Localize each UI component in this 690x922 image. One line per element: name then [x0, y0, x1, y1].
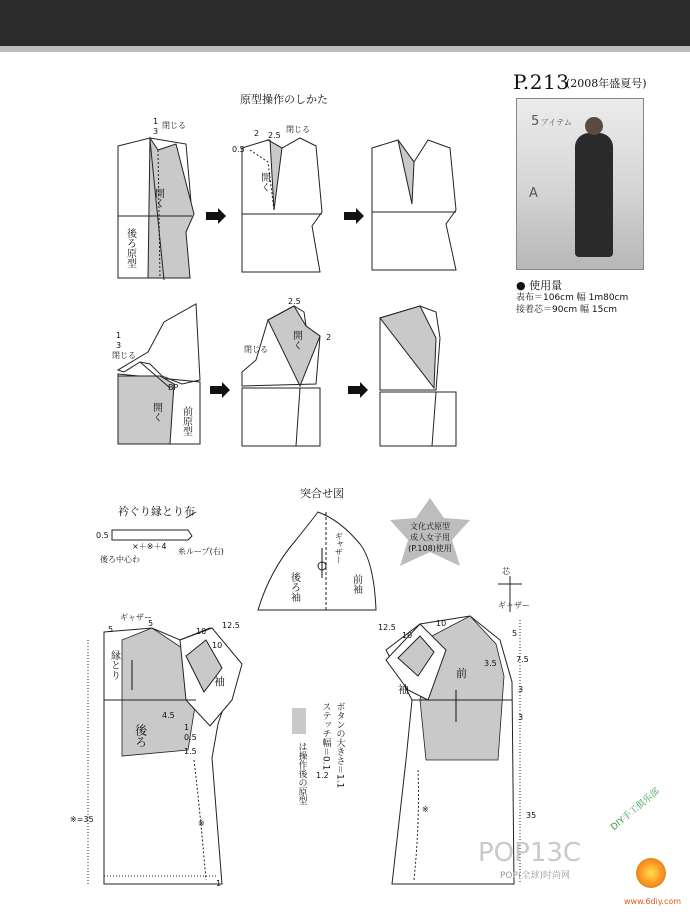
front-center-mark: 芯 [502, 567, 510, 576]
assembled-sleeve-outline [258, 512, 376, 610]
front-block-step2 [242, 306, 320, 446]
back-gather: ギャザー [120, 613, 152, 622]
back-dim-35: ※=35 [70, 815, 94, 824]
back-block-step3 [372, 140, 456, 270]
back-sleeve-label: 後ろ袖 [288, 572, 300, 602]
back-block-label: 後ろ原型 [124, 228, 136, 268]
fraction2-num: 1 [116, 331, 122, 340]
front-dim-3-5: 3.5 [484, 659, 497, 668]
back-mark: ※ [198, 819, 205, 828]
front-dim-7-5: 7.5 [516, 655, 529, 664]
step-arrows [206, 208, 368, 398]
front-dim-12-5: 12.5 [378, 623, 396, 632]
legend-stitch-width: ステッチ幅＝0.1 [320, 702, 331, 771]
photo-head [585, 117, 603, 135]
back-dim-10b: 10 [212, 641, 223, 650]
star-line2: 成人女子用 [410, 532, 450, 542]
front-dim-35: 35 [526, 811, 537, 820]
photo-item: アイテム [541, 118, 572, 127]
legend-button-size: ボタンの大きさ＝1.1 [334, 702, 345, 789]
back-dim-12-5: 12.5 [222, 621, 240, 630]
open-label-2: 開く [258, 172, 270, 192]
usage-fabric: 表布＝106cm 幅 1m80cm [516, 293, 629, 303]
open-label: 開く [152, 188, 164, 208]
back-dim-0-5: 0.5 [184, 733, 197, 742]
legend-shade-note: は操作後の原型 [296, 742, 307, 805]
front-sleeve: 袖 [398, 683, 409, 696]
assembly-gather: ギャザー [334, 532, 344, 564]
fraction-den: 3 [153, 127, 159, 136]
dim-2-5b: 2.5 [288, 297, 301, 306]
fraction2-den: 3 [116, 341, 122, 350]
front-label: 前 [456, 667, 467, 680]
open-label-4: 開く [290, 330, 302, 350]
back-dim-10a: 10 [196, 627, 207, 636]
watermark-logo: POP13C [478, 838, 582, 868]
page-ref: P.213 [513, 70, 570, 94]
usage-header: ● 使用量 [516, 279, 563, 292]
front-mark: ※ [422, 805, 429, 814]
binding-title: 衿ぐり縁とり布 [118, 505, 195, 518]
front-dim-10b: 10 [436, 619, 447, 628]
front-block-step3 [380, 306, 456, 446]
back-dim-4-5: 4.5 [162, 711, 175, 720]
usage-header-text: 使用量 [529, 279, 563, 292]
photo-figure [575, 133, 613, 257]
club-site: www.6diy.com [624, 897, 682, 906]
issue-label: (2008年盛夏号) [566, 77, 647, 90]
photo-a: A [529, 186, 538, 201]
club-name: DIY手工俱乐部 [609, 786, 662, 833]
star-badge-text [404, 522, 456, 554]
photo-number: 5 [531, 114, 540, 129]
legend-stitch-width2: 1.2 [316, 771, 329, 780]
fraction-num: 1 [153, 117, 159, 126]
front-dim-3a: 3 [518, 685, 524, 694]
back-dim-1: 1 [184, 723, 190, 732]
front-dim-10a: 10 [402, 631, 413, 640]
back-dim-5b: 5 [148, 619, 154, 628]
dim-2b: 2 [326, 333, 332, 342]
front-dim-3b: 3 [518, 713, 524, 722]
section-title: 原型操作のしかた [240, 93, 328, 106]
star-line3: (P.108)使用 [408, 543, 452, 553]
legend-swatch [292, 708, 306, 734]
dim-2: 2 [254, 129, 260, 138]
back-binding: 縁とり [108, 650, 120, 680]
star-line1: 文化式原型 [410, 522, 450, 531]
close-label-3: 閉じる [112, 351, 136, 360]
watermark-sub: POP(全球)时尚网 [500, 871, 570, 881]
magazine-photo [516, 98, 644, 270]
back-dim-5a: 5 [108, 625, 114, 634]
front-dim-5: 5 [512, 629, 518, 638]
front-gather: ギャザー [498, 601, 530, 610]
back-dim-1b: 1 [216, 879, 222, 888]
back-block-step2 [242, 138, 322, 272]
dim-0-5: 0.5 [232, 145, 245, 154]
close-label-2: 閉じる [286, 125, 310, 134]
bp-label: BP [168, 383, 179, 392]
back-dim-1-5: 1.5 [184, 747, 197, 756]
back-label: 後ろ [133, 724, 148, 748]
front-block-label: 前原型 [180, 406, 192, 436]
close-label: 閉じる [162, 121, 186, 130]
binding-loop: 糸ループ(右) [178, 547, 224, 556]
close-label-4: 閉じる [244, 345, 268, 354]
club-logo-icon [636, 858, 666, 888]
open-label-3: 開く [150, 402, 162, 422]
usage-interfacing: 接着芯＝90cm 幅 15cm [516, 305, 618, 315]
binding-dim: 0.5 [96, 531, 109, 540]
back-sleeve: 袖 [214, 675, 225, 688]
binding-formula: ×＋※＋4 [132, 542, 167, 551]
front-sleeve-label: 前袖 [350, 574, 362, 594]
binding-center-back: 後ろ中心わ [100, 555, 140, 564]
dim-2-5: 2.5 [268, 131, 281, 140]
assembly-title: 突合せ図 [300, 487, 344, 500]
